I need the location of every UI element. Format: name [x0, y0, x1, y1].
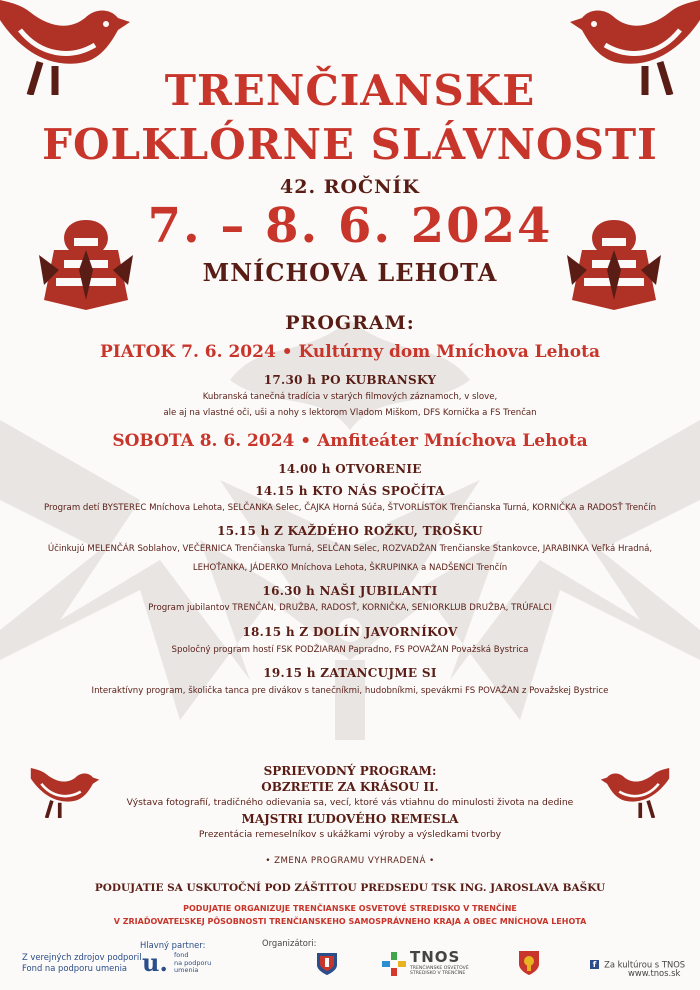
funding-line-2: Fond na podporu umenia — [22, 963, 128, 973]
friday-heading: PIATOK 7. 6. 2024 • Kultúrny dom Mníchova Lehota — [99, 342, 600, 362]
facebook-icon: f — [590, 960, 599, 969]
event-title: 16.30 h NAŠI JUBILANTI — [262, 584, 438, 598]
edition-label: 42. ROČNÍK — [280, 176, 420, 198]
event-description: Interaktívny program, školička tanca pre divákov s tanečníkmi, hudobníkmi, spevákmi FS POVAŽAN z Považskej Bystrice — [91, 686, 609, 696]
event-title: 17.30 h PO KUBRANSKY — [263, 373, 437, 387]
program-heading: PROGRAM: — [285, 312, 415, 334]
event-description: Program jubilantov TRENČAN, DRUŽBA, RADOSŤ, KORNIČKA, SENIORKLUB DRUŽBA, TRÚFALCI — [148, 603, 552, 613]
accompanying-item-description: Prezentácia remeselníkov s ukážkami výroby a výsledkami tvorby — [198, 829, 502, 840]
event-title: 18.15 h Z DOLÍN JAVORNÍKOV — [242, 625, 458, 639]
accompanying-item-title: OBZRETIE ZA KRÁSOU II. — [261, 780, 439, 794]
title-line-2: FOLKLÓRNE SLÁVNOSTI — [42, 120, 658, 169]
festival-dates: 7. – 8. 6. 2024 — [147, 198, 553, 254]
title-line-1: TRENČIANSKE — [164, 66, 536, 115]
organizer-line-2: V ZRIAĎOVATEĽSKEJ PÔSOBNOSTI TRENČIANSKEHO SAMOSPRÁVNEHO KRAJA A OBEC MNÍCHOVA LEHOTA — [113, 917, 587, 926]
event-title: 14.15 h KTO NÁS SPOČÍTA — [255, 484, 445, 498]
saturday-heading: SOBOTA 8. 6. 2024 • Amfiteáter Mníchova Lehota — [112, 431, 588, 451]
program-change-notice: • ZMENA PROGRAMU VYHRADENÁ • — [265, 856, 435, 866]
accompanying-item-description: Výstava fotografií, tradičného odievania sa, vecí, ktoré vás vtiahnu do minulosti života na dedine — [126, 797, 574, 808]
funding-note — [22, 952, 142, 974]
event-description: Kubranská tanečná tradícia v starých filmových záznamoch, v slove, — [202, 392, 498, 402]
facebook-label: Za kultúrou s TNOS — [604, 959, 686, 970]
tnos-cross-icon — [382, 952, 406, 976]
fpu-logo-mark: u. — [142, 948, 168, 977]
festival-place: MNÍCHOVA LEHOTA — [202, 258, 498, 287]
patronage-line: PODUJATIE SA USKUTOČNÍ POD ZÁŠTITOU PREDSEDU TSK ING. JAROSLAVA BAŠKU — [94, 882, 606, 894]
event-title: 19.15 h ZATANCUJME SI — [263, 666, 437, 680]
event-description: Program detí BYSTEREC Mníchova Lehota, SELČANKA Selec, ČAJKA Horná Súča, ŠTVORLÍSTOK Trenčianska Turná, KORNIČKA a RADOSŤ Trenčín — [43, 503, 657, 513]
funding-line-1: Z verejných zdrojov podporil — [22, 952, 142, 962]
event-description: Spoločný program hostí FSK PODŽIARAN Papradno, FS POVAŽAN Považská Bystrica — [171, 645, 529, 655]
event-description: Účinkujú MELENČÁR Soblahov, VEČERNICA Trenčianska Turná, SELČAN Selec, ROZVADŽAN Trenčianske Stankovce, JARABINKA Veľká Hradná, — [47, 544, 653, 554]
tnos-logo[interactable] — [382, 950, 472, 978]
organizers-label: Organizátori: — [262, 938, 317, 948]
fpu-logo-text-3: umenia — [174, 966, 199, 974]
fpu-logo-text-1: fond — [174, 951, 189, 959]
organizer-line-1: PODUJATIE ORGANIZUJE TRENČIANSKE OSVETOVÉ STREDISKO V TRENČÍNE — [183, 904, 517, 913]
tnos-subtitle-1: TRENČIANSKE OSVETOVÉ — [410, 966, 469, 971]
accompanying-heading: SPRIEVODNÝ PROGRAM: — [263, 764, 437, 778]
tnos-name: TNOS — [410, 948, 461, 966]
partner-label: Hlavný partner: — [140, 940, 206, 950]
tnos-subtitle-2: STREDISKO V TRENČÍNE — [410, 971, 466, 977]
event-title: 15.15 h Z KAŽDÉHO ROŽKU, TROŠKU — [217, 524, 483, 538]
event-title: 14.00 h OTVORENIE — [278, 462, 422, 476]
accompanying-item-title: MAJSTRI ĽUDOVÉHO REMESLA — [241, 812, 459, 826]
tsk-coat-of-arms-icon — [316, 952, 338, 976]
website-link[interactable]: www.tnos.sk — [628, 968, 681, 978]
fpu-logo[interactable] — [142, 948, 212, 978]
event-description: LEHOŤANKA, JÁDERKO Mníchova Lehota, ŠKRUPINKA a NADŠENCI Trenčín — [192, 563, 508, 573]
fpu-logo-text-2: na podporu — [174, 958, 212, 967]
event-description: ale aj na vlastné oči, uši a nohy s lektorom Vladom Miškom, DFS Kornička a FS Trenčan — [163, 408, 537, 418]
municipality-coat-of-arms-icon — [518, 950, 540, 976]
